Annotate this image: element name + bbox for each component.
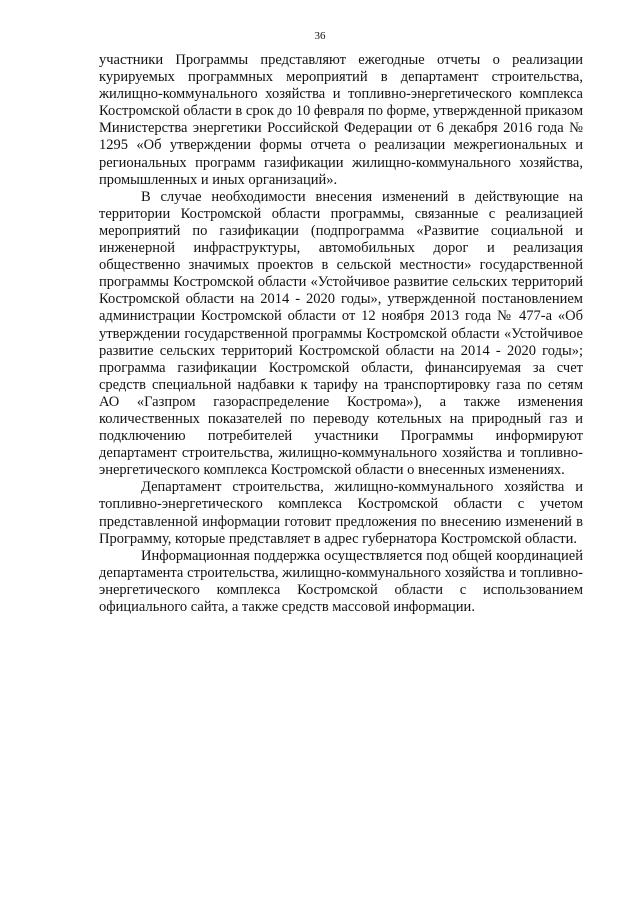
paragraph-information-support: Информационная поддержка осуществляется под общей координацией департамента строительства, жилищно-коммунального хозяйства и топливно-энергетического комплекса Костромской области с использованием официального сайта, а также средств массовой информации.: [99, 547, 583, 615]
page-number: 36: [314, 30, 326, 42]
paragraph-reporting: участники Программы представляют ежегодные отчеты о реализации курируемых программных мероприятий в департамент строительства, жилищно-коммунального хозяйства и топливно-энергетического комплекса Костромской области в срок до 10 февраля по форме, утвержденной приказом Министерства энергетики Российской Федерации от 6 декабря 2016 года № 1295 «Об утверждении формы отчета о реализации межрегиональных и региональных программ газификации жилищно-коммунального хозяйства, промышленных и иных организаций».: [99, 52, 583, 188]
paragraph-department-proposals: Департамент строительства, жилищно-коммунального хозяйства и топливно-энергетического комплекса Костромской области с учетом представленной информации готовит предложения по внесению изменений в Программу, которые представляет в адрес губернатора Костромской области.: [99, 479, 583, 547]
paragraph-program-changes: В случае необходимости внесения изменений в действующие на территории Костромской области программы, связанные с реализацией мероприятий по газификации (подпрограмма «Развитие социальной и инженерной инфраструктуры, автомобильных дорог и реализация общественно значимых проектов в сельской местности» государственной программы Костромской области «Устойчивое развитие сельских территорий Костромской области на 2014 - 2020 годы», утвержденной постановлением администрации Костромской области от 12 ноября 2013 года № 477-а «Об утверждении государственной программы Костромской области «Устойчивое развитие сельских территорий Костромской области на 2014 - 2020 годы»; программа газификации Костромской области, финансируемая за счет средств специальной надбавки к тарифу на транспортировку газа по сетям АО «Газпром газораспределение Кострома»), а также изменения количественных показателей по переводу котельных на природный газ и подключению потребителей участники Программы информируют департамент строительства, жилищно-коммунального хозяйства и топливно-энергетического комплекса Костромской области о внесенных изменениях.: [99, 188, 583, 479]
document-body: [99, 52, 583, 616]
